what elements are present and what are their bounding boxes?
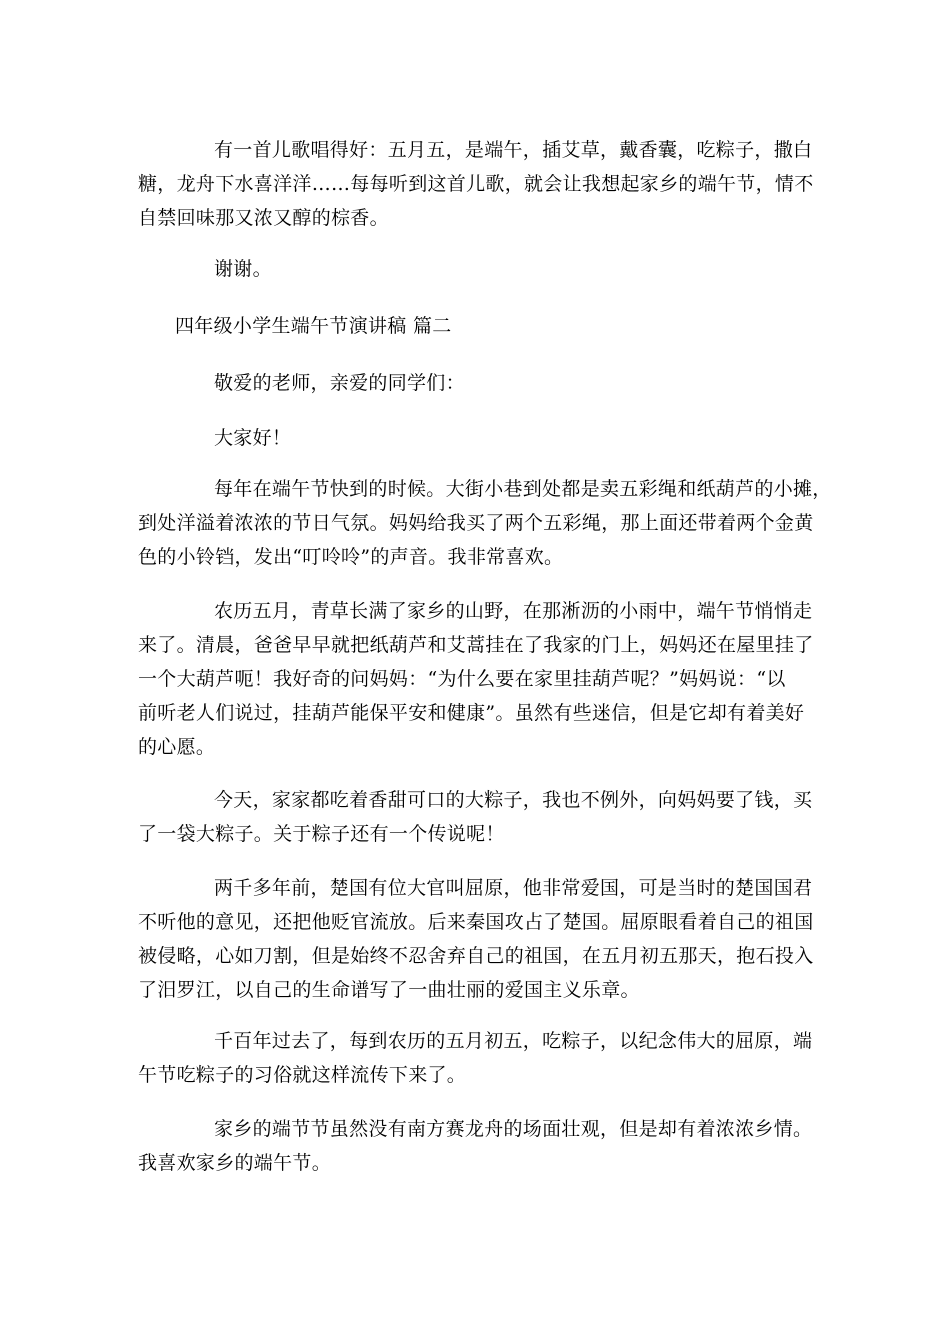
text-line: 午节吃粽子的习俗就这样流传下来了。 <box>138 1064 467 1086</box>
text-line: 千百年过去了，每到农历的五月初五，吃粽子，以纪念伟大的屈原，端 <box>214 1030 813 1052</box>
paragraph-nursery-rhyme <box>138 133 814 235</box>
text-line: 糖，龙舟下水喜洋洋……每每听到这首儿歌，就会让我想起家乡的端午节，情不 <box>138 173 814 195</box>
text-line: 自禁回味那又浓又醇的棕香。 <box>138 207 389 229</box>
paragraph-zongzi <box>138 783 814 851</box>
text-line: 每年在端午节快到的时候。大街小巷到处都是卖五彩绳和纸葫芦的小摊， <box>214 478 832 500</box>
paragraph-greeting <box>138 421 814 455</box>
text-line: 今天，家家都吃着香甜可口的大粽子，我也不例外，向妈妈要了钱，买 <box>214 789 813 811</box>
text-line: 敬爱的老师，亲爱的同学们： <box>214 372 465 394</box>
text-line: 了汨罗江，以自己的生命谱写了一曲壮丽的爱国主义乐章。 <box>138 979 640 1001</box>
text-line: 家乡的端节节虽然没有南方赛龙舟的场面壮观，但是却有着浓浓乡情。 <box>214 1118 813 1140</box>
text-line: 农历五月，青草长满了家乡的山野，在那淅沥的小雨中，端午节悄悄走 <box>214 600 813 622</box>
text-line: 大家好！ <box>214 427 292 449</box>
paragraph-custom <box>138 1024 814 1092</box>
text-line: 有一首儿歌唱得好：五月五，是端午，插艾草，戴香囊，吃粽子，撒白 <box>214 139 813 161</box>
paragraph-fifth-month <box>138 594 814 764</box>
paragraph-salutation <box>138 366 814 400</box>
paragraph-closing <box>138 1112 814 1180</box>
text-line: 了一袋大粽子。关于粽子还有一个传说呢！ <box>138 823 505 845</box>
text-line: 谢谢。 <box>214 258 272 280</box>
text-line: 来了。清晨，爸爸早早就把纸葫芦和艾蒿挂在了我家的门上，妈妈还在屋里挂了 <box>138 634 814 656</box>
paragraph-thanks <box>138 252 814 286</box>
paragraph-festival-arrives <box>138 472 832 574</box>
paragraph-qu-yuan <box>138 871 814 1007</box>
text-line: 前听老人们说过，挂葫芦能保平安和健康”。虽然有些迷信，但是它却有着美好 <box>138 702 805 724</box>
section-heading: 四年级小学生端午节演讲稿 篇二 <box>175 315 452 337</box>
text-line: 的心愿。 <box>138 736 216 758</box>
text-line: 我喜欢家乡的端午节。 <box>138 1152 332 1174</box>
text-line: 被侵略，心如刀割，但是始终不忍舍弃自己的祖国，在五月初五那天，抱石投入 <box>138 945 814 967</box>
text-line: 两千多年前，楚国有位大官叫屈原，他非常爱国，可是当时的楚国国君 <box>214 877 813 899</box>
text-line: 到处洋溢着浓浓的节日气氛。妈妈给我买了两个五彩绳，那上面还带着两个金黄 <box>138 512 814 534</box>
text-line: 不听他的意见，还把他贬官流放。后来秦国攻占了楚国。屈原眼看着自己的祖国 <box>138 911 814 933</box>
text-line: 色的小铃铛，发出“叮呤呤”的声音。我非常喜欢。 <box>138 546 564 568</box>
text-line: 一个大葫芦呃！我好奇的问妈妈：“为什么要在家里挂葫芦呢？”妈妈说：“以 <box>138 668 786 690</box>
